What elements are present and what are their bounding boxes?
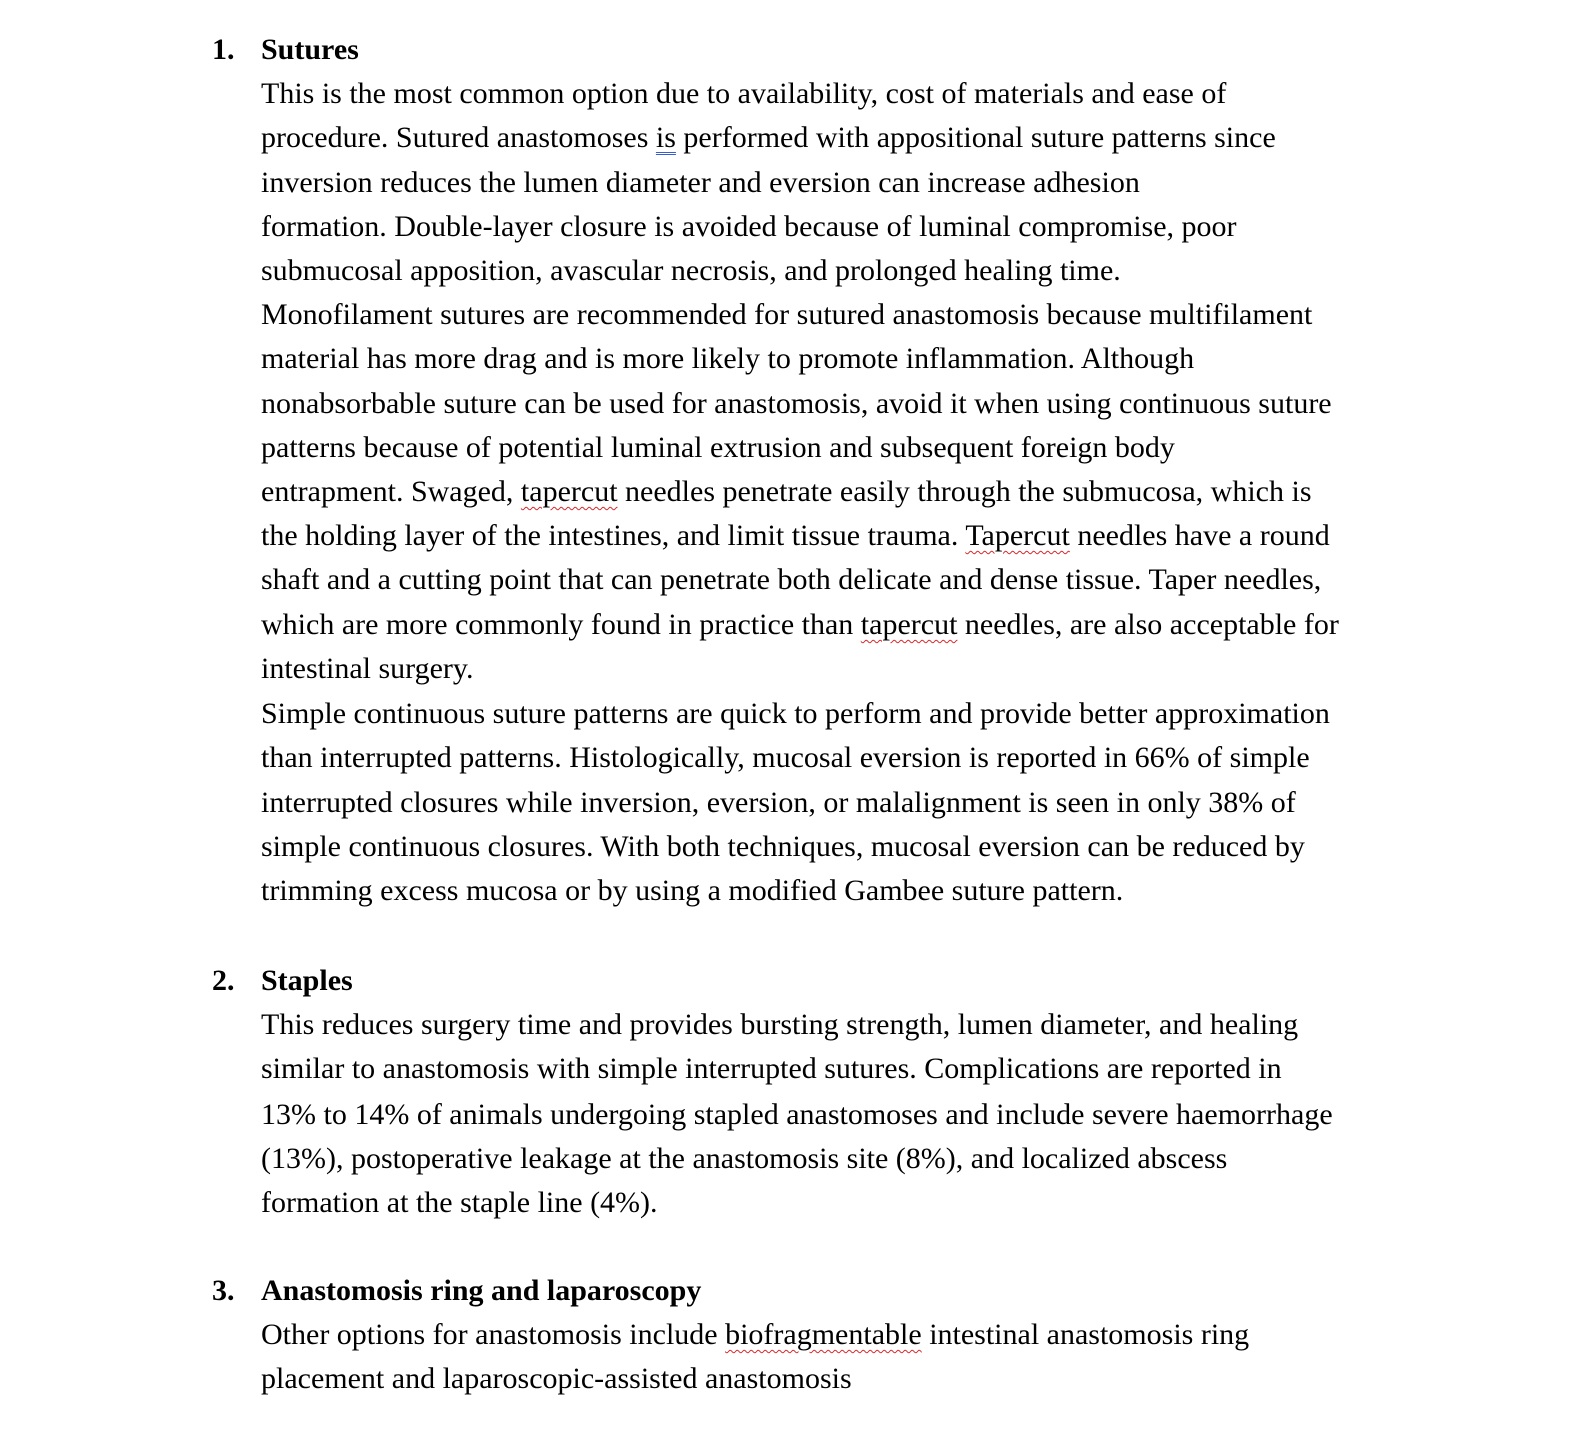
- text-line: trimming excess mucosa or by using a modified Gambee suture pattern.: [261, 874, 1124, 907]
- text-line: than interrupted patterns. Histologically, mucosal eversion is reported in 66% of simple: [261, 741, 1310, 774]
- text-line: formation at the staple line (4%).: [261, 1186, 658, 1219]
- section-heading: Sutures: [261, 33, 359, 66]
- text-line: patterns because of potential luminal extrusion and subsequent foreign body: [261, 431, 1175, 464]
- text-line: the holding layer of the intestines, and limit tissue trauma. Tapercut needles have a round: [261, 519, 1330, 552]
- text-line: which are more commonly found in practice than tapercut needles, are also acceptable for: [261, 608, 1339, 641]
- text-line: simple continuous closures. With both techniques, mucosal eversion can be reduced by: [261, 830, 1305, 863]
- text-line: formation. Double-layer closure is avoided because of luminal compromise, poor: [261, 210, 1237, 243]
- list-number: 3.: [212, 1274, 235, 1307]
- text-line: material has more drag and is more likely to promote inflammation. Although: [261, 342, 1195, 375]
- spelling-flag[interactable]: Tapercut: [965, 519, 1070, 552]
- text-line: This is the most common option due to availability, cost of materials and ease of: [261, 77, 1227, 110]
- text-line: shaft and a cutting point that can penetrate both delicate and dense tissue. Taper needles,: [261, 563, 1322, 596]
- section-heading: Staples: [261, 964, 353, 997]
- text-line: intestinal surgery.: [261, 652, 474, 685]
- list-number: 1.: [212, 33, 235, 66]
- section-heading: Anastomosis ring and laparoscopy: [261, 1274, 702, 1307]
- text-line: This reduces surgery time and provides bursting strength, lumen diameter, and healing: [261, 1008, 1299, 1041]
- text-line: (13%), postoperative leakage at the anastomosis site (8%), and localized abscess: [261, 1142, 1228, 1175]
- text-line: nonabsorbable suture can be used for anastomosis, avoid it when using continuous suture: [261, 387, 1332, 420]
- text-line: entrapment. Swaged, tapercut needles penetrate easily through the submucosa, which is: [261, 475, 1312, 508]
- spelling-flag[interactable]: biofragmentable: [725, 1318, 922, 1351]
- spelling-flag[interactable]: tapercut: [520, 475, 618, 508]
- text-line: inversion reduces the lumen diameter and eversion can increase adhesion: [261, 166, 1140, 199]
- text-line: similar to anastomosis with simple interrupted sutures. Complications are reported in: [261, 1052, 1282, 1085]
- spelling-flag[interactable]: tapercut: [860, 608, 958, 641]
- text-line: Other options for anastomosis include biofragmentable intestinal anastomosis ring: [261, 1318, 1250, 1351]
- text-line: Monofilament sutures are recommended for sutured anastomosis because multifilament: [261, 298, 1313, 331]
- text-line: procedure. Sutured anastomoses is performed with appositional suture patterns since: [261, 121, 1276, 154]
- text-line: Simple continuous suture patterns are quick to perform and provide better approximation: [261, 697, 1330, 730]
- list-number: 2.: [212, 964, 235, 997]
- text-line: placement and laparoscopic-assisted anastomosis: [261, 1362, 852, 1395]
- grammar-flag[interactable]: is: [655, 121, 676, 154]
- text-line: interrupted closures while inversion, eversion, or malalignment is seen in only 38% of: [261, 786, 1296, 819]
- text-line: submucosal apposition, avascular necrosis, and prolonged healing time.: [261, 254, 1121, 287]
- text-line: 13% to 14% of animals undergoing stapled anastomoses and include severe haemorrhage: [261, 1098, 1333, 1131]
